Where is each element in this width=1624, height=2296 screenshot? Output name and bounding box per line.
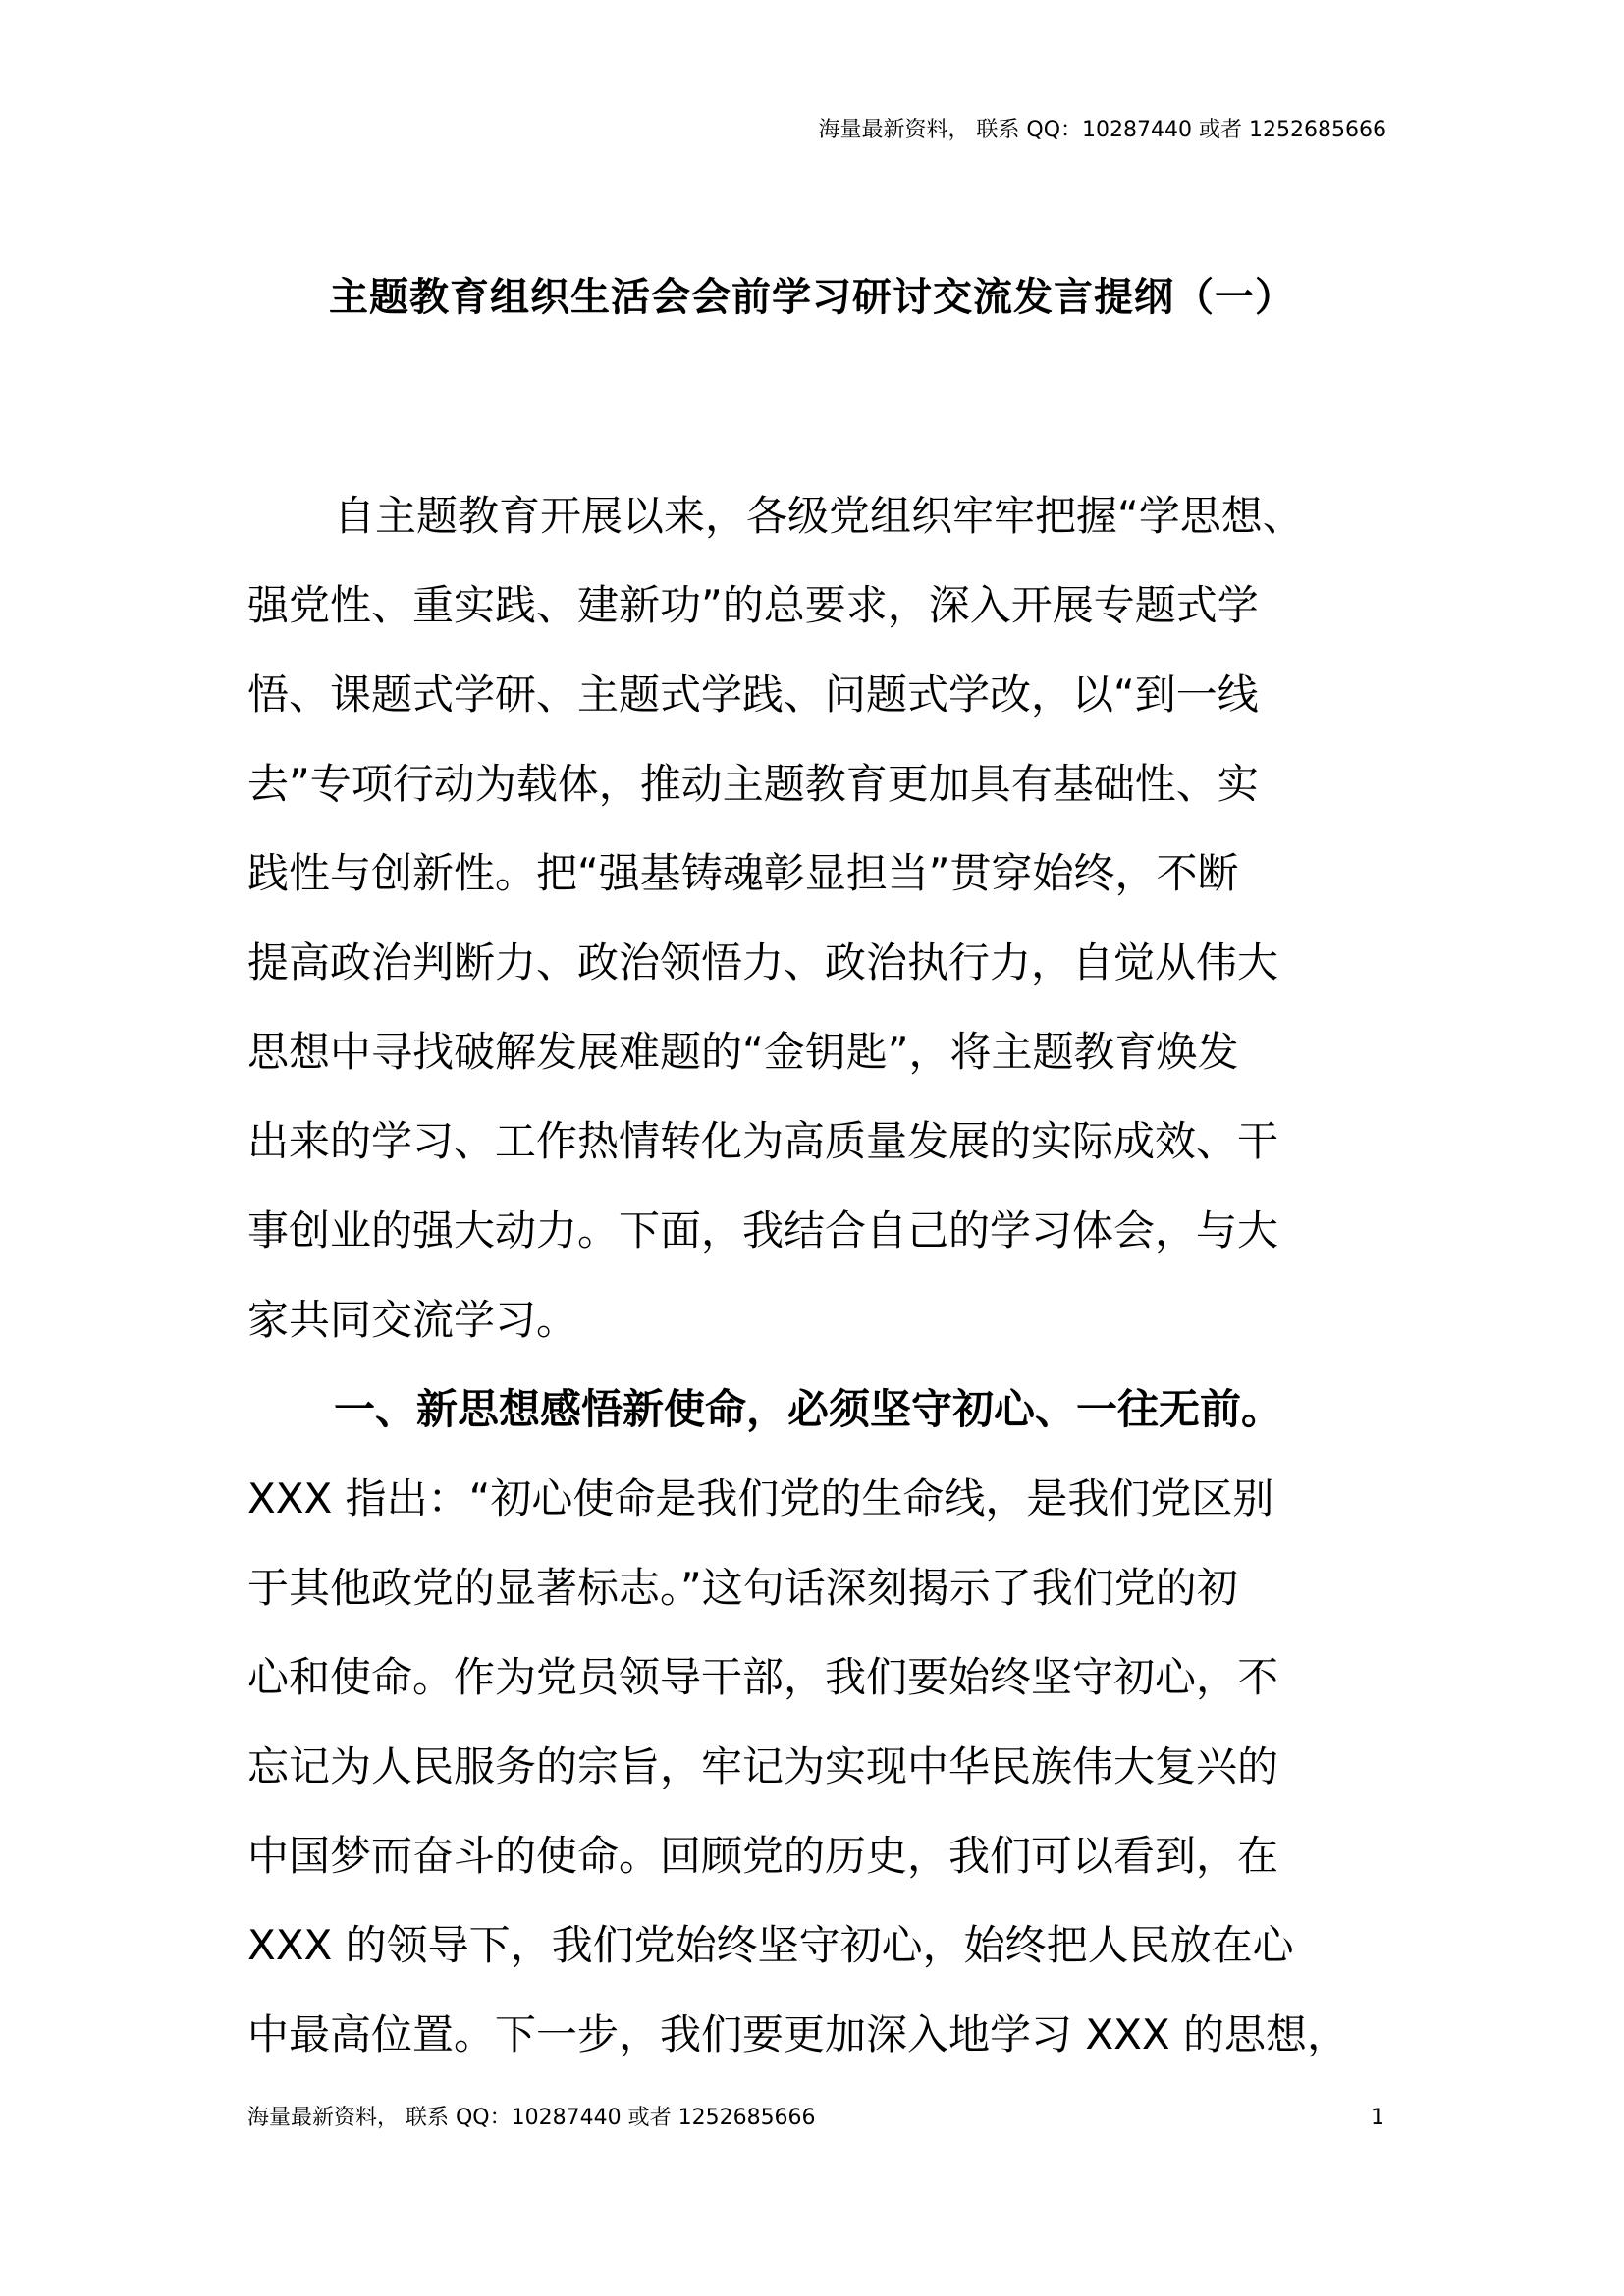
paragraph-line: 心和使命。作为党员领导干部，我们要始终坚守初心，不 [247, 1653, 1279, 1701]
paragraph-line: 提高政治判断力、政治领悟力、政治执行力，自觉从伟大 [247, 938, 1279, 987]
paragraph-line: 中最高位置。下一步，我们要更加深入地学习 XXX 的思想， [247, 2010, 1349, 2058]
paragraph-line: 悟、课题式学研、主题式学践、问题式学改，以“到一线 [247, 670, 1259, 719]
paragraph-line: 去”专项行动为载体，推动主题教育更加具有基础性、实 [247, 760, 1259, 808]
document-body [247, 471, 1426, 2079]
paragraph-line: 强党性、重实践、建新功”的总要求，深入开展专题式学 [247, 581, 1259, 629]
section-heading: 一、新思想感悟新使命，必须坚守初心、一往无前。 [334, 1385, 1283, 1433]
paragraph-line: 忘记为人民服务的宗旨，牢记为实现中华民族伟大复兴的 [247, 1742, 1279, 1790]
paragraph-line: 出来的学习、工作热情转化为高质量发展的实际成效、干 [247, 1117, 1279, 1165]
paragraph-line: 家共同交流学习。 [247, 1296, 578, 1344]
paragraph-line: XXX 的领导下，我们党始终坚守初心，始终把人民放在心 [247, 1921, 1294, 1969]
paragraph-line: 思想中寻找破解发展难题的“金钥匙”，将主题教育焕发 [247, 1028, 1239, 1076]
paragraph-line: 自主题教育开展以来，各级党组织牢牢把握“学思想、 [334, 492, 1304, 540]
paragraph-line: 践性与创新性。把“强基铸魂彰显担当”贯穿始终，不断 [247, 849, 1239, 897]
page-header: 海量最新资料， 联系 QQ：10287440 或者 1252685666 [818, 118, 1386, 142]
paragraph-line: 于其他政党的显著标志。”这句话深刻揭示了我们党的初 [247, 1564, 1238, 1612]
paragraph-line: 中国梦而奋斗的使命。回顾党的历史，我们可以看到，在 [247, 1832, 1279, 1880]
paragraph-line: 事创业的强大动力。下面，我结合自己的学习体会，与大 [247, 1206, 1279, 1255]
document-title: 主题教育组织生活会会前学习研讨交流发言提纲（一） [329, 275, 1295, 320]
paragraph-line: XXX 指出：“初心使命是我们党的生命线，是我们党区别 [247, 1474, 1274, 1522]
page-number: 1 [1371, 2106, 1384, 2130]
page-footer: 海量最新资料， 联系 QQ：10287440 或者 1252685666 [247, 2106, 816, 2130]
